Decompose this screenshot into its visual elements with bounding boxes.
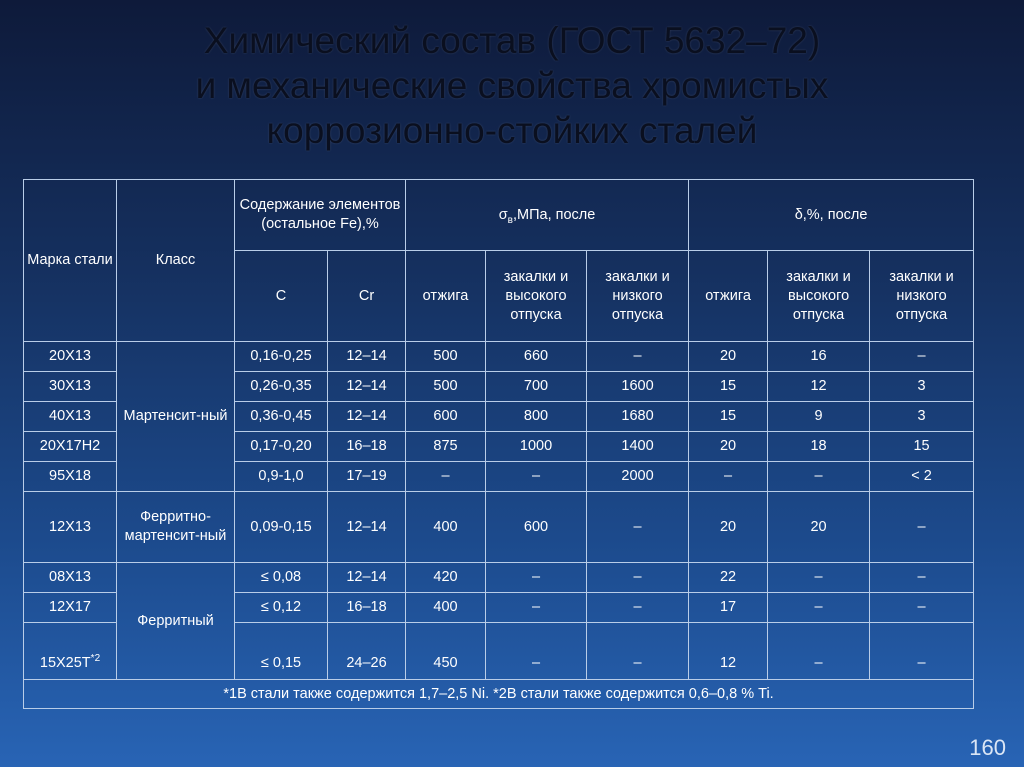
- cell-delta-quench-low: < 2: [870, 462, 974, 492]
- cell-c: 0,16-0,25: [235, 342, 328, 372]
- cell-delta-annealing: 17: [689, 593, 768, 623]
- header-content: Содержание элементов (остальное Fe),%: [235, 180, 406, 251]
- cell-delta-quench-low: –: [870, 623, 974, 680]
- header-grade: Марка стали: [24, 180, 117, 342]
- cell-cr: 16–18: [328, 432, 406, 462]
- cell-sigma-annealing: 400: [406, 492, 486, 563]
- cell-sigma-annealing: 875: [406, 432, 486, 462]
- cell-c: 0,17-0,20: [235, 432, 328, 462]
- title-line-2: и механические свойства хромистых: [195, 65, 829, 106]
- cell-c: 0,9-1,0: [235, 462, 328, 492]
- header-cr: Cr: [328, 251, 406, 342]
- cell-c: 0,26-0,35: [235, 372, 328, 402]
- header-sigma: [406, 180, 689, 251]
- cell-sigma-quench-low: –: [587, 593, 689, 623]
- header-delta-quench-high: закалки и высокого отпуска: [768, 251, 870, 342]
- footnote-text-1: В стали также содержится 1,7–2,5 Ni.: [237, 685, 490, 702]
- table-row: [24, 492, 974, 563]
- cell-delta-annealing: 20: [689, 342, 768, 372]
- footnote-mark-1: *1: [223, 685, 238, 702]
- sigma-rest: ,МПа, после: [512, 206, 596, 223]
- cell-grade: 40Х13: [24, 402, 117, 432]
- cell-grade: 20Х13: [24, 342, 117, 372]
- cell-c: ≤ 0,12: [235, 593, 328, 623]
- cell-delta-annealing: 22: [689, 563, 768, 593]
- cell-c: ≤ 0,15: [235, 623, 328, 680]
- header-delta-annealing: отжига: [689, 251, 768, 342]
- cell-delta-quench-high: 12: [768, 372, 870, 402]
- header-delta: δ,%, после: [689, 180, 974, 251]
- title-line-1: Химический состав (ГОСТ 5632–72): [203, 20, 821, 61]
- cell-grade: 20Х17Н2: [24, 432, 117, 462]
- slide-title: [0, 18, 1024, 153]
- cell-delta-quench-high: –: [768, 623, 870, 680]
- cell-delta-quench-high: –: [768, 563, 870, 593]
- page-number: 160: [969, 735, 1006, 760]
- cell-delta-quench-high: 20: [768, 492, 870, 563]
- footnote-mark-2: *2: [493, 685, 507, 702]
- cell-delta-annealing: 15: [689, 372, 768, 402]
- cell-sigma-quench-high: –: [486, 462, 587, 492]
- header-sigma-quench-high: закалки и высокого отпуска: [486, 251, 587, 342]
- cell-delta-quench-high: 18: [768, 432, 870, 462]
- cell-sigma-annealing: 420: [406, 563, 486, 593]
- cell-cr: 12–14: [328, 402, 406, 432]
- cell-c: 0,09-0,15: [235, 492, 328, 563]
- cell-cr: 16–18: [328, 593, 406, 623]
- cell-sigma-quench-high: 800: [486, 402, 587, 432]
- cell-grade: 95Х18: [24, 462, 117, 492]
- cell-delta-quench-low: 15: [870, 432, 974, 462]
- cell-delta-annealing: 20: [689, 492, 768, 563]
- cell-sigma-annealing: 450: [406, 623, 486, 680]
- footnote-text-2: В стали также содержится 0,6–0,8 % Ti.: [506, 685, 774, 702]
- cell-grade: 08Х13: [24, 563, 117, 593]
- sigma-symbol: σ: [498, 206, 508, 223]
- cell-delta-quench-low: –: [870, 342, 974, 372]
- footnote-row: [24, 680, 974, 709]
- cell-sigma-quench-high: –: [486, 563, 587, 593]
- cell-c: ≤ 0,08: [235, 563, 328, 593]
- cell-sigma-quench-low: –: [587, 342, 689, 372]
- cell-delta-quench-low: –: [870, 563, 974, 593]
- cell-grade: [24, 623, 117, 680]
- cell-sigma-annealing: 400: [406, 593, 486, 623]
- cell-sigma-quench-low: –: [587, 623, 689, 680]
- cell-delta-quench-low: –: [870, 492, 974, 563]
- cell-sigma-quench-low: 1680: [587, 402, 689, 432]
- cell-delta-quench-high: 9: [768, 402, 870, 432]
- footnote: [24, 680, 974, 709]
- cell-grade: 12Х13: [24, 492, 117, 563]
- cell-sigma-quench-low: –: [587, 563, 689, 593]
- sigma-subscript: в: [507, 214, 513, 226]
- cell-sigma-annealing: –: [406, 462, 486, 492]
- cell-sigma-annealing: 600: [406, 402, 486, 432]
- header-class: Класс: [117, 180, 235, 342]
- cell-class-ferritic-martensitic: Ферритно-мартенсит-ный: [117, 492, 235, 563]
- cell-grade: 12Х17: [24, 593, 117, 623]
- cell-sigma-quench-high: 600: [486, 492, 587, 563]
- cell-sigma-quench-high: 660: [486, 342, 587, 372]
- header-delta-quench-low: закалки и низкого отпуска: [870, 251, 974, 342]
- cell-cr: 12–14: [328, 372, 406, 402]
- cell-delta-quench-high: –: [768, 462, 870, 492]
- cell-class-martensitic: Мартенсит-ный: [117, 342, 235, 492]
- cell-c: 0,36-0,45: [235, 402, 328, 432]
- cell-cr: 24–26: [328, 623, 406, 680]
- cell-sigma-quench-low: 1400: [587, 432, 689, 462]
- cell-class-ferritic: Ферритный: [117, 563, 235, 680]
- cell-sigma-quench-high: –: [486, 623, 587, 680]
- cell-sigma-quench-low: 2000: [587, 462, 689, 492]
- cell-sigma-quench-high: –: [486, 593, 587, 623]
- header-sigma-annealing: отжига: [406, 251, 486, 342]
- cell-cr: 17–19: [328, 462, 406, 492]
- title-line-3: коррозионно-стойких сталей: [266, 110, 758, 151]
- cell-delta-quench-low: 3: [870, 372, 974, 402]
- cell-delta-annealing: 15: [689, 402, 768, 432]
- cell-delta-quench-low: 3: [870, 402, 974, 432]
- steel-properties-table: [23, 179, 974, 709]
- table-row: [24, 563, 974, 593]
- cell-grade: 30Х13: [24, 372, 117, 402]
- cell-sigma-quench-high: 1000: [486, 432, 587, 462]
- cell-delta-quench-high: –: [768, 593, 870, 623]
- cell-cr: 12–14: [328, 342, 406, 372]
- grade-text: 15Х25Т: [39, 655, 91, 671]
- header-row-1: [24, 180, 974, 251]
- cell-sigma-annealing: 500: [406, 372, 486, 402]
- cell-delta-annealing: 12: [689, 623, 768, 680]
- cell-sigma-quench-low: 1600: [587, 372, 689, 402]
- cell-sigma-annealing: 500: [406, 342, 486, 372]
- cell-sigma-quench-low: –: [587, 492, 689, 563]
- table-row: [24, 342, 974, 372]
- header-sigma-quench-low: закалки и низкого отпуска: [587, 251, 689, 342]
- cell-cr: 12–14: [328, 563, 406, 593]
- cell-delta-quench-high: 16: [768, 342, 870, 372]
- grade-footnote-mark: *2: [90, 653, 101, 665]
- cell-cr: 12–14: [328, 492, 406, 563]
- cell-delta-quench-low: –: [870, 593, 974, 623]
- header-c: C: [235, 251, 328, 342]
- cell-sigma-quench-high: 700: [486, 372, 587, 402]
- cell-delta-annealing: –: [689, 462, 768, 492]
- cell-delta-annealing: 20: [689, 432, 768, 462]
